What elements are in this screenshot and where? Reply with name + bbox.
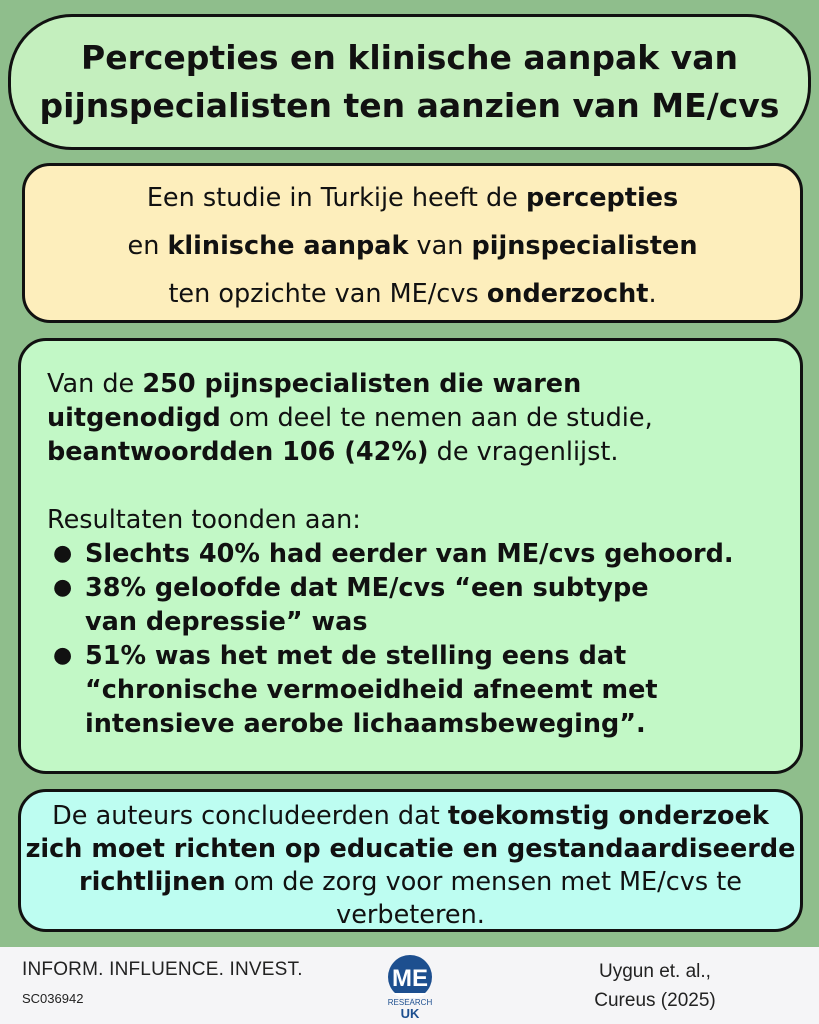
- citation-journal: Cureus (2025): [594, 990, 716, 1011]
- footer: [0, 947, 819, 1024]
- citation: [560, 957, 750, 1015]
- title-line-1: Percepties en klinische aanpak van: [81, 38, 738, 77]
- title-banner: [8, 14, 811, 150]
- bullet-icon: ●: [53, 643, 73, 668]
- results-panel: [18, 338, 803, 774]
- intro-panel: [22, 163, 803, 323]
- me-research-uk-logo: [378, 953, 442, 1021]
- list-item: ● Slechts 40% had eerder van ME/cvs gehoord.: [53, 539, 734, 569]
- charity-number: SC036942: [22, 991, 84, 1006]
- citation-authors: Uygun et. al.,: [599, 961, 711, 982]
- bullet-icon: ●: [53, 575, 73, 600]
- logo-research-text: RESEARCH: [387, 998, 433, 1007]
- participation-paragraph: Van de 250 pijnspecialisten die waren uitgenodigd om deel te nemen aan de studie, beantwoordden 106 (42%) de vragenlijst.: [47, 369, 653, 467]
- conclusion-panel: [18, 789, 803, 932]
- bullet-icon: ●: [53, 541, 73, 566]
- tagline: INFORM. INFLUENCE. INVEST.: [22, 959, 303, 980]
- results-list: [47, 537, 800, 741]
- title-line-2: pijnspecialisten ten aanzien van ME/cvs: [39, 86, 780, 125]
- list-item: ● 51% was het met de stelling eens dat “chronische vermoeidheid afneemt met intensieve aerobe lichaamsbeweging”.: [53, 641, 658, 739]
- results-heading: Resultaten toonden aan:: [47, 505, 361, 535]
- conclusion-text: De auteurs concludeerden dat toekomstig onderzoek zich moet richten op educatie en gestandaardiseerde richtlijnen om de zorg voor mensen met ME/cvs te verbeteren.: [25, 801, 796, 930]
- logo-uk-text: UK: [400, 1006, 420, 1021]
- intro-line-1: Een studie in Turkije heeft de percepties: [146, 183, 679, 213]
- list-item: ● 38% geloofde dat ME/cvs “een subtype van depressie” was: [53, 573, 649, 637]
- intro-line-2: en klinische aanpak van pijnspecialisten: [127, 231, 698, 261]
- logo-me-text: ME: [392, 965, 428, 992]
- intro-line-3: ten opzichte van ME/cvs onderzocht.: [168, 279, 657, 309]
